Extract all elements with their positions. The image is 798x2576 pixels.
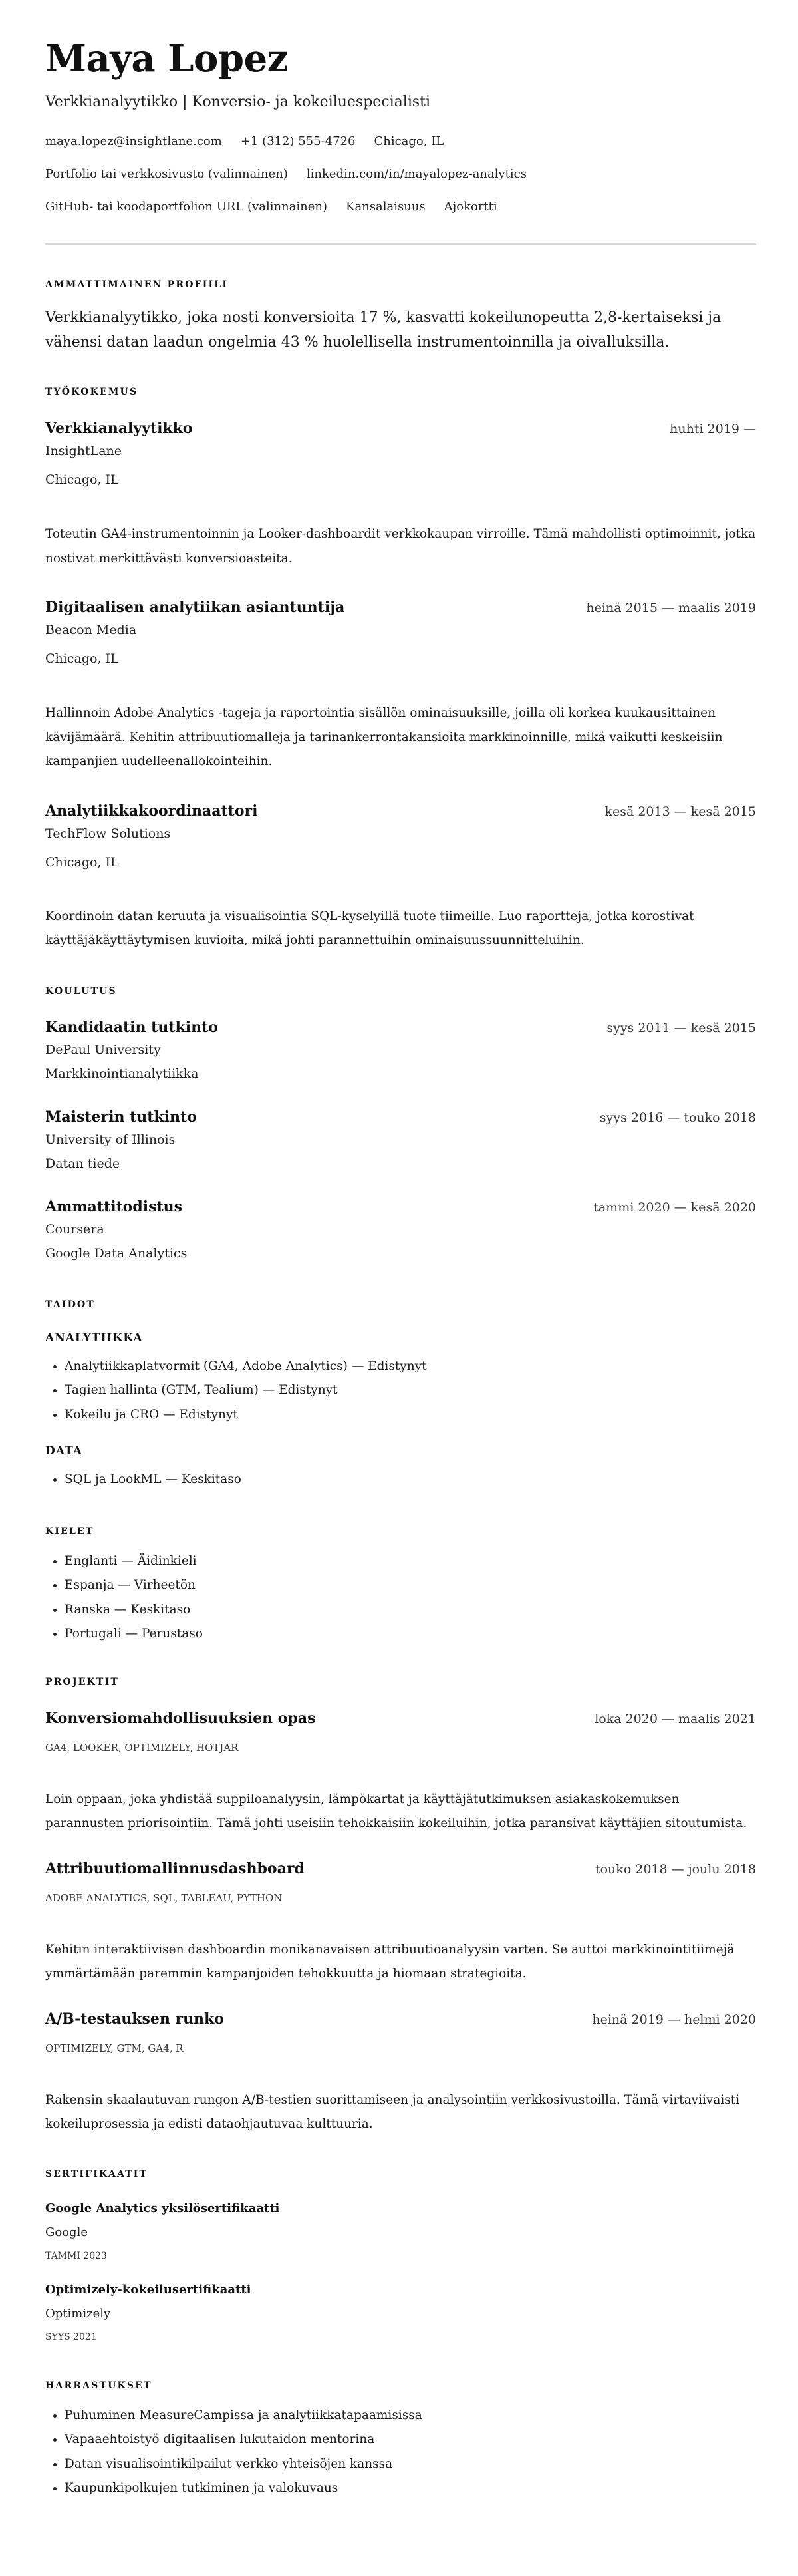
field-of-study: Google Data Analytics — [45, 1245, 188, 1261]
degree: Maisterin tutkinto — [45, 1108, 197, 1126]
language-item: • Englanti — Äidinkieli — [65, 1549, 756, 1574]
phone: +1 (312) 555-4726 — [240, 134, 356, 148]
job-title: Verkkianalyytikko — [45, 420, 193, 437]
school: DePaul University — [45, 1042, 161, 1057]
contact-line — [45, 132, 756, 152]
job-entry — [45, 418, 756, 571]
job-location: Chicago, IL — [45, 651, 119, 666]
projects-section — [45, 1675, 756, 2137]
skill-item: • Analytiikkaplatvormit (GA4, Adobe Analytics) — Edistynyt — [65, 1355, 756, 1379]
project-dates: heinä 2019 — helmi 2020 — [592, 2012, 756, 2027]
job-title: Analytiikkakoordinaattori — [45, 802, 258, 820]
certification-issuer: Google — [45, 2225, 88, 2239]
job-company: InsightLane — [45, 444, 122, 458]
section-heading: TYÖKOKEMUS — [45, 387, 138, 397]
job-entry — [45, 597, 756, 774]
github-link[interactable]: GitHub- tai koodaportfolion URL (valinnainen) — [45, 200, 327, 214]
job-description: Koordinoin datan keruuta ja visualisointia SQL-kyselyillä tuote tiimeille. Luo raportteja, jotka korostivat käyttäjäkäyttäytymisen kuvioita, mikä johti parannettuihin ominaisuussuunnitteluihin. — [45, 909, 694, 947]
interest-item: • Kaupunkipolkujen tutkiminen ja valokuvaus — [65, 2476, 756, 2501]
project-description: Kehitin interaktiivisen dashboardin monikanavaisen attribuutioanalyysin varten. Se auttoi markkinointitiimejä ymmärtämään paremmin kampanjoiden tehokkuutta ja hiomaan strategioita. — [45, 1942, 735, 1981]
education-entry — [45, 1017, 756, 1084]
skill-item: • Kokeilu ja CRO — Edistynyt — [65, 1403, 756, 1428]
interest-list — [45, 2404, 756, 2501]
skill-group-heading: DATA — [45, 1444, 82, 1458]
contact-line — [45, 197, 756, 217]
certification-date: TAMMI 2023 — [45, 2250, 107, 2261]
experience-section — [45, 385, 756, 953]
education-entry — [45, 1107, 756, 1174]
project-title: Attribuutiomallinnusdashboard — [45, 1859, 305, 1877]
skill-group-heading: ANALYTIIKKA — [45, 1331, 143, 1345]
skills-section — [45, 1298, 756, 1492]
job-company: Beacon Media — [45, 623, 137, 637]
project-entry — [45, 2009, 756, 2137]
email-link[interactable]: maya.lopez@insightlane.com — [45, 134, 222, 148]
contact-line — [45, 164, 756, 184]
section-heading: SERTIFIKAATIT — [45, 2168, 148, 2179]
job-dates: heinä 2015 — maalis 2019 — [586, 601, 756, 615]
languages-section — [45, 1525, 756, 1647]
candidate-title: Verkkianalyytikko | Konversio- ja kokeiluespecialisti — [45, 94, 431, 110]
section-heading: AMMATTIMAINEN PROFIILI — [45, 279, 229, 290]
job-description: Toteutin GA4-instrumentoinnin ja Looker-dashboardit verkkokaupan virroille. Tämä mahdollisti optimoinnit, jotka nostivat merkittävästi konversioasteita. — [45, 527, 756, 565]
interest-item: • Vapaaehtoistyö digitaalisen lukutaidon mentorina — [65, 2428, 756, 2452]
section-heading: KIELET — [45, 1526, 94, 1537]
project-entry — [45, 1708, 756, 1836]
language-item: • Portugali — Perustaso — [65, 1622, 756, 1647]
resume-header — [45, 37, 756, 217]
certification-title: Google Analytics yksilösertifikaatti — [45, 2201, 280, 2215]
job-location: Chicago, IL — [45, 472, 119, 487]
project-description: Loin oppaan, joka yhdistää suppiloanalyysin, lämpökartat ja käyttäjätutkimuksen asiakaskokemuksen parannusten priorisointiin. Tämä johti useisiin tehokkaisiin kokeiluihin, jotka paransivat käyttäjien sitoutumista. — [45, 1792, 747, 1830]
section-heading: PROJEKTIT — [45, 1676, 120, 1687]
language-list — [45, 1549, 756, 1647]
project-title: A/B-testauksen runko — [45, 2010, 224, 2028]
project-tags: ADOBE ANALYTICS, SQL, TABLEAU, PYTHON — [45, 1891, 283, 1904]
job-location: Chicago, IL — [45, 854, 119, 870]
project-tags: OPTIMIZELY, GTM, GA4, R — [45, 2042, 184, 2054]
education-dates: syys 2011 — kesä 2015 — [606, 1020, 756, 1035]
skill-list — [45, 1468, 756, 1492]
certification-title: Optimizely-kokeilusertifikaatti — [45, 2282, 251, 2297]
profile-text: Verkkianalyytikko, joka nosti konversioita 17 %, kasvatti kokeilunopeutta 2,8-kertaiseksi ja vähensi datan laadun ongelmia 43 % huolellisella instrumentoinnilla ja oivalluksilla. — [45, 309, 722, 351]
job-title: Digitaalisen analytiikan asiantuntija — [45, 599, 345, 616]
project-entry — [45, 1859, 756, 1987]
field-of-study: Datan tiede — [45, 1156, 120, 1171]
section-heading: KOULUTUS — [45, 985, 117, 997]
education-dates: syys 2016 — touko 2018 — [599, 1110, 756, 1125]
section-heading: TAIDOT — [45, 1299, 96, 1310]
project-dates: touko 2018 — joulu 2018 — [595, 1861, 756, 1877]
section-heading: HARRASTUKSET — [45, 2380, 152, 2391]
location: Chicago, IL — [374, 134, 444, 148]
project-title: Konversiomahdollisuuksien opas — [45, 1709, 316, 1727]
citizenship: Kansalaisuus — [346, 200, 426, 214]
certification-entry — [45, 2200, 756, 2263]
job-dates: huhti 2019 — — [670, 422, 756, 436]
education-entry — [45, 1197, 756, 1263]
certification-date: SYYS 2021 — [45, 2331, 97, 2342]
profile-section — [45, 278, 756, 355]
degree: Kandidaatin tutkinto — [45, 1018, 218, 1036]
project-description: Rakensin skaalautuvan rungon A/B-testien suorittamiseen ja analysointiin verkkosivustoilla. Tämä virtaviivaisti kokeiluprosessia ja edisti dataohjautuvaa kulttuuria. — [45, 2092, 740, 2131]
certifications-section — [45, 2168, 756, 2344]
school: University of Illinois — [45, 1132, 176, 1147]
language-item: • Ranska — Keskitaso — [65, 1598, 756, 1623]
header-divider — [45, 243, 756, 245]
field-of-study: Markkinointianalytiikka — [45, 1066, 199, 1081]
job-company: TechFlow Solutions — [45, 826, 171, 841]
certification-entry — [45, 2281, 756, 2344]
education-section — [45, 985, 756, 1263]
project-dates: loka 2020 — maalis 2021 — [595, 1711, 756, 1726]
skill-item: • SQL ja LookML — Keskitaso — [65, 1468, 756, 1492]
school: Coursera — [45, 1221, 104, 1237]
drivers-license: Ajokortti — [444, 200, 497, 214]
skill-list — [45, 1355, 756, 1428]
degree: Ammattitodistus — [45, 1198, 183, 1215]
linkedin-link[interactable]: linkedin.com/in/mayalopez-analytics — [306, 167, 527, 181]
interest-item: • Puhuminen MeasureCampissa ja analytiikkatapaamisissa — [65, 2404, 756, 2428]
job-dates: kesä 2013 — kesä 2015 — [604, 804, 756, 819]
certification-issuer: Optimizely — [45, 2306, 111, 2321]
education-dates: tammi 2020 — kesä 2020 — [593, 1200, 756, 1215]
job-entry — [45, 801, 756, 953]
candidate-name: Maya Lopez — [45, 37, 288, 80]
skill-item: • Tagien hallinta (GTM, Tealium) — Edistynyt — [65, 1378, 756, 1403]
project-tags: GA4, LOOKER, OPTIMIZELY, HOTJAR — [45, 1741, 239, 1754]
interest-item: • Datan visualisointikilpailut verkko yhteisöjen kanssa — [65, 2452, 756, 2477]
job-description: Hallinnoin Adobe Analytics -tageja ja raportointia sisällön ominaisuuksille, joilla oli korkea kuukausittainen kävijämäärä. Kehitin attribuutiomalleja ja tarinankerrontakansioita markkinoinnille, mikä vaikutti keskeisiin kampanjien uudelleenallokointeihin. — [45, 706, 723, 768]
interests-section — [45, 2379, 756, 2501]
portfolio-link[interactable]: Portfolio tai verkkosivusto (valinnainen) — [45, 167, 288, 181]
language-item: • Espanja — Virheetön — [65, 1573, 756, 1598]
